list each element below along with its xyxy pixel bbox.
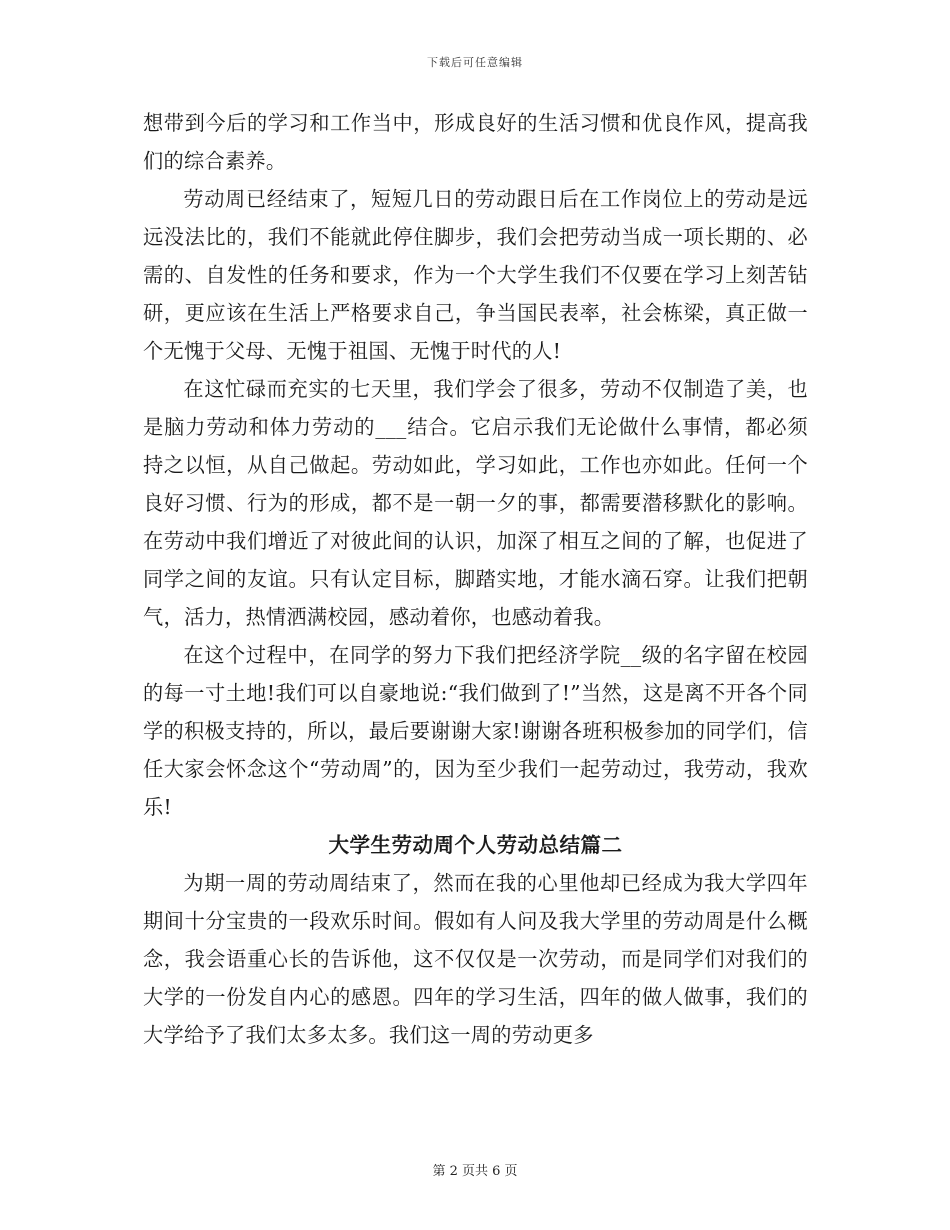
paragraph-4: 在这个过程中，在同学的努力下我们把经济学院__级的名字留在校园的每一寸土地!我们可以自豪地说:“我们做到了!”当然，这是离不开各个同学的积极支持的，所以，最后要谢谢大家!谢谢各班积极参加的同学们，信任大家会怀念这个“劳动周”的，因为至少我们一起劳动过，我劳动，我欢乐! xyxy=(143,643,808,819)
section-title: 大学生劳动周个人劳动总结篇二 xyxy=(328,833,623,857)
document-body xyxy=(143,104,808,1054)
paragraph-2: 劳动周已经结束了，短短几日的劳动跟日后在工作岗位上的劳动是远远没法比的，我们不能就此停住脚步，我们会把劳动当成一项长期的、必需的、自发性的任务和要求，作为一个大学生我们不仅要在学习上刻苦钻研，更应该在生活上严格要求自己，争当国民表率，社会栋梁，真正做一个无愧于父母、无愧于祖国、无愧于时代的人! xyxy=(143,187,808,363)
paragraph-3: 在这忙碌而充实的七天里，我们学会了很多，劳动不仅制造了美，也是脑力劳动和体力劳动的___结合。它启示我们无论做什么事情，都必须持之以恒，从自己做起。劳动如此，学习如此，工作也亦如此。任何一个良好习惯、行为的形成，都不是一朝一夕的事，都需要潜移默化的影响。在劳动中我们增近了对彼此间的认识，加深了相互之间的了解，也促进了同学之间的友谊。只有认定目标，脚踏实地，才能水滴石穿。让我们把朝气，活力，热情洒满校园，感动着你，也感动着我。 xyxy=(143,377,808,629)
paragraph-1: 想带到今后的学习和工作当中，形成良好的生活习惯和优良作风，提高我们的综合素养。 xyxy=(143,111,808,173)
page-footer: 第 2 页共 6 页 xyxy=(432,1164,518,1179)
page-header: 下载后可任意编辑 xyxy=(427,56,523,69)
section-paragraph-1: 为期一周的劳动周结束了，然而在我的心里他却已经成为我大学四年期间十分宝贵的一段欢乐时间。假如有人问及我大学里的劳动周是什么概念，我会语重心长的告诉他，这不仅仅是一次劳动，而是同学们对我们的大学的一份发自内心的感恩。四年的学习生活，四年的做人做事，我们的大学给予了我们太多太多。我们这一周的劳动更多 xyxy=(143,871,808,1047)
